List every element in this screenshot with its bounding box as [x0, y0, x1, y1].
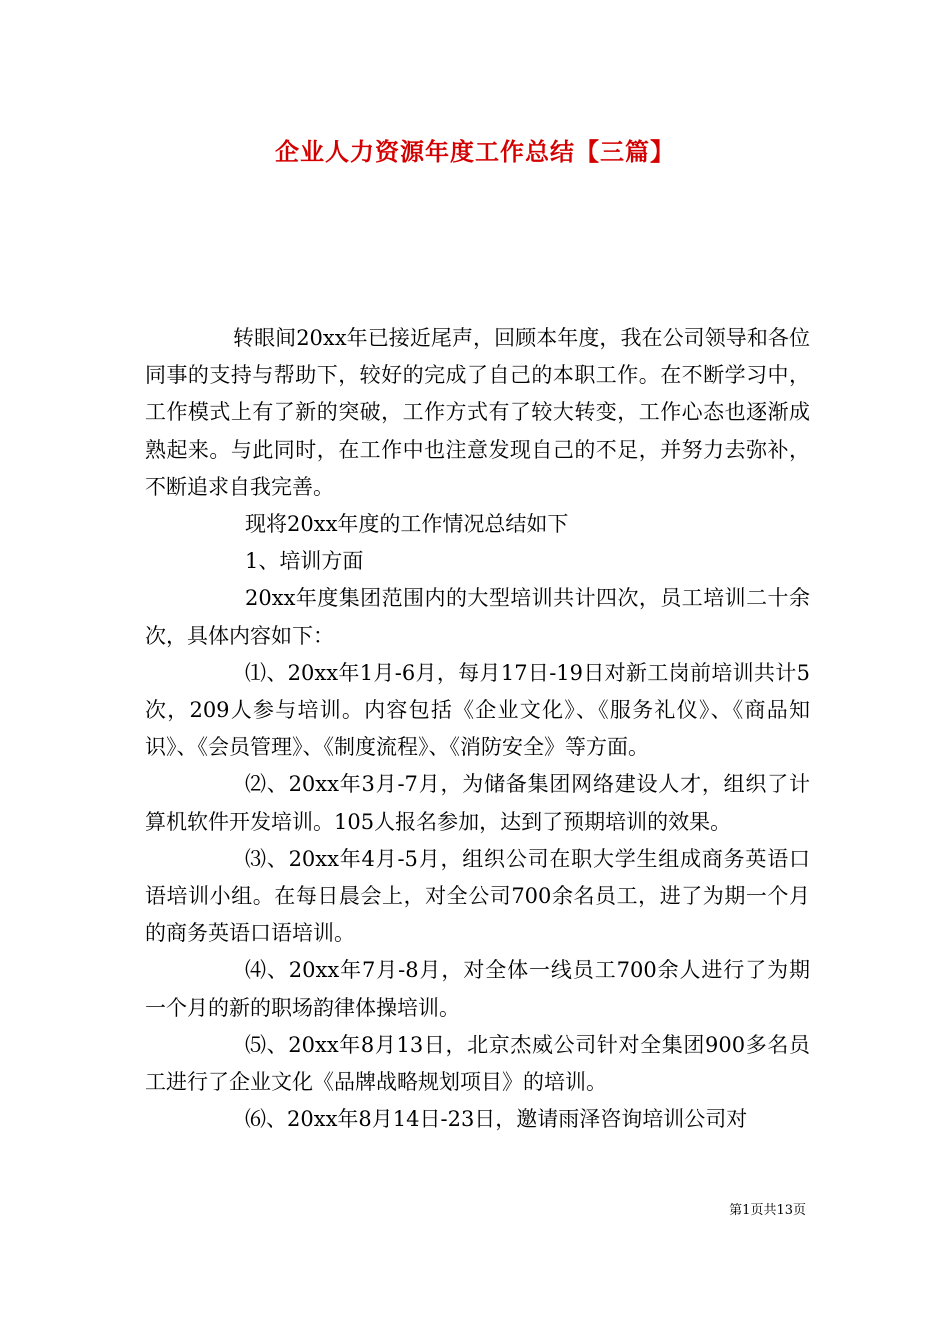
summary-intro: 现将20xx年度的工作情况总结如下: [245, 512, 569, 537]
training-item-4: ⑷、20xx年7月-8月，对全体一线员工700余人进行了为期一个月的新的职场韵律体操培训。: [145, 958, 810, 1020]
intro-paragraph: 转眼间20xx年已接近尾声，回顾本年度，我在公司领导和各位同事的支持与帮助下，较好的完成了自己的本职工作。在不断学习中，工作模式上有了新的突破，工作方式有了较大转变，工作心态也逐渐成熟起来。与此同时，在工作中也注意发现自己的不足，并努力去弥补，不断追求自我完善。: [145, 326, 810, 499]
training-item-6: ⑹、20xx年8月14日-23日，邀请雨泽咨询培训公司对: [245, 1107, 748, 1132]
training-item-2: ⑵、20xx年3月-7月，为储备集团网络建设人才，组织了计算机软件开发培训。105人报名参加，达到了预期培训的效果。: [145, 772, 810, 834]
training-item-1: ⑴、20xx年1月-6月，每月17日-19日对新工岗前培训共计5次，209人参与培训。内容包括《企业文化》、《服务礼仪》、《商品知识》、《会员管理》、《制度流程》、《消防安全》等方面。: [145, 660, 810, 760]
training-overview: 20xx年度集团范围内的大型培训共计四次，员工培训二十余次，具体内容如下：: [145, 586, 810, 648]
document-body: [145, 320, 810, 1138]
training-item-5: ⑸、20xx年8月13日，北京杰威公司针对全集团900多名员工进行了企业文化《品牌战略规划项目》的培训。: [145, 1032, 810, 1095]
section-heading-training: 1、培训方面: [245, 549, 364, 574]
page-number-footer: 第1页共13页: [729, 1203, 806, 1218]
training-item-3: ⑶、20xx年4月-5月，组织公司在职大学生组成商务英语口语培训小组。在每日晨会上，对全公司700余名员工，进了为期一个月的商务英语口语培训。: [145, 846, 810, 946]
document-title: 企业人力资源年度工作总结【三篇】: [275, 137, 675, 166]
